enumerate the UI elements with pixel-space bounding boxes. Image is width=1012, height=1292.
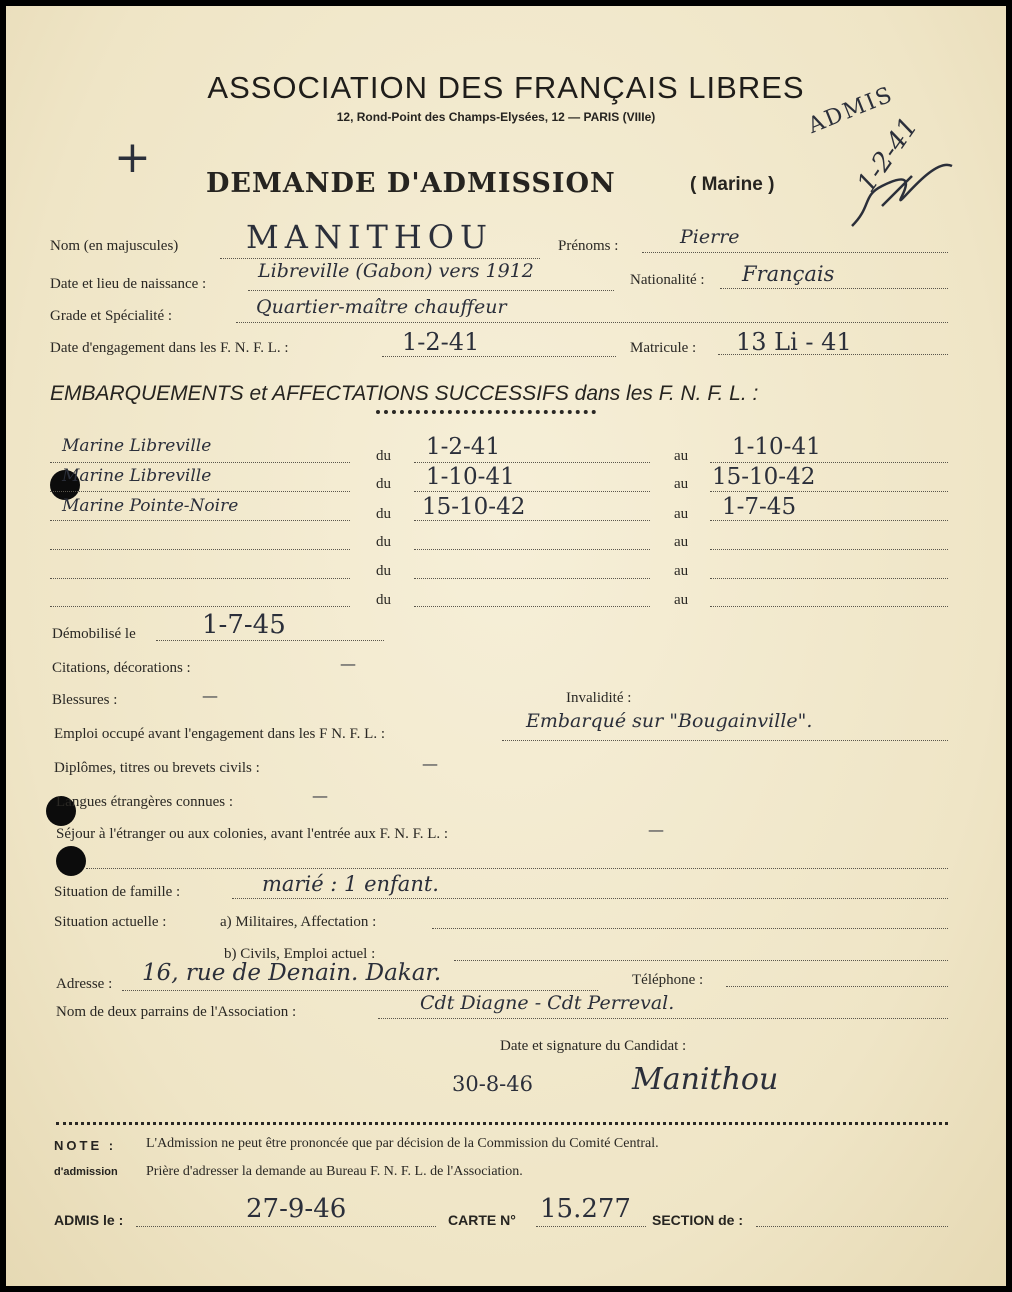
embarquement-place: Marine Libreville bbox=[62, 436, 212, 456]
adresse-value: 16, rue de Denain. Dakar. bbox=[142, 960, 442, 986]
prenoms-label: Prénoms : bbox=[558, 238, 619, 254]
embarquement-au: 1-7-45 bbox=[722, 494, 797, 520]
du-line bbox=[414, 578, 650, 579]
section-line bbox=[756, 1226, 948, 1227]
actuelle-label: Situation actuelle : bbox=[54, 914, 167, 930]
du-line bbox=[414, 520, 650, 521]
parrains-label: Nom de deux parrains de l'Association : bbox=[56, 1004, 297, 1020]
demobilise-line bbox=[156, 640, 384, 641]
nationalite-label: Nationalité : bbox=[630, 272, 705, 288]
admis-line bbox=[136, 1226, 436, 1227]
diplomes-label: Diplômes, titres ou brevets civils : bbox=[54, 760, 260, 776]
sejour-label: Séjour à l'étranger ou aux colonies, avant l'entrée aux F. N. F. L. : bbox=[56, 826, 449, 842]
grade-value: Quartier-maître chauffeur bbox=[256, 296, 507, 318]
langues-label: Langues étrangères connues : bbox=[56, 794, 234, 810]
au-label: au bbox=[674, 592, 689, 608]
militaires-label: a) Militaires, Affectation : bbox=[220, 914, 377, 930]
parrains-line bbox=[378, 1018, 948, 1019]
emploi-line bbox=[502, 740, 948, 741]
au-label: au bbox=[674, 476, 689, 492]
signature-label: Date et signature du Candidat : bbox=[500, 1038, 687, 1054]
engagement-line bbox=[382, 356, 616, 357]
prenoms-line bbox=[642, 252, 948, 253]
candidate-signature: Manithou bbox=[632, 1062, 779, 1097]
engagement-value: 1-2-41 bbox=[402, 328, 480, 356]
blessures-value: — bbox=[202, 686, 218, 705]
civils-label: b) Civils, Emploi actuel : bbox=[224, 946, 376, 962]
place-line bbox=[50, 578, 350, 579]
matricule-value: 13 Li - 41 bbox=[736, 328, 852, 356]
naissance-label: Date et lieu de naissance : bbox=[50, 276, 207, 292]
note-separator bbox=[56, 1122, 948, 1125]
organization-name: ASSOCIATION DES FRANÇAIS LIBRES bbox=[207, 70, 805, 105]
embarquement-au: 15-10-42 bbox=[712, 464, 816, 490]
grade-label: Grade et Spécialité : bbox=[50, 308, 173, 324]
au-line bbox=[710, 549, 948, 550]
form-title: DEMANDE D'ADMISSION bbox=[206, 168, 616, 199]
admis-label: ADMIS le : bbox=[54, 1212, 124, 1228]
du-label: du bbox=[376, 592, 391, 608]
organization-address: 12, Rond-Point des Champs-Elysées, 12 — PARIS (VIIIe) bbox=[336, 110, 656, 124]
blessures-label: Blessures : bbox=[52, 692, 118, 708]
place-line bbox=[50, 549, 350, 550]
admission-form-page bbox=[6, 6, 1006, 1286]
telephone-line bbox=[726, 986, 948, 987]
carte-line bbox=[536, 1226, 646, 1227]
matricule-line bbox=[718, 354, 948, 355]
au-label: au bbox=[674, 534, 689, 550]
form-subtitle: ( Marine ) bbox=[690, 174, 775, 195]
nom-label: Nom (en majuscules) bbox=[50, 238, 179, 254]
du-label: du bbox=[376, 506, 391, 522]
embarquements-heading: EMBARQUEMENTS et AFFECTATIONS SUCCESSIFS dans les F. N. F. L. : bbox=[50, 382, 759, 405]
emploi-value: Embarqué sur "Bougainville". bbox=[526, 710, 813, 732]
adresse-line bbox=[122, 990, 598, 991]
place-line bbox=[50, 462, 350, 463]
punch-hole bbox=[56, 846, 86, 876]
note-line1: L'Admission ne peut être prononcée que par décision de la Commission du Comité Central. bbox=[146, 1136, 659, 1151]
matricule-label: Matricule : bbox=[630, 340, 697, 356]
engagement-label: Date d'engagement dans les F. N. F. L. : bbox=[50, 340, 289, 356]
du-label: du bbox=[376, 563, 391, 579]
place-line bbox=[50, 520, 350, 521]
margin-cross-mark: + bbox=[114, 132, 151, 183]
embarquement-du: 15-10-42 bbox=[422, 494, 526, 520]
au-line bbox=[710, 491, 948, 492]
grade-line bbox=[236, 322, 948, 323]
note-label: NOTE : bbox=[54, 1138, 117, 1153]
militaires-line bbox=[432, 928, 948, 929]
civils-line bbox=[454, 960, 948, 961]
au-line bbox=[710, 520, 948, 521]
carte-value: 15.277 bbox=[540, 1194, 631, 1224]
embarquement-au: 1-10-41 bbox=[732, 434, 821, 460]
telephone-label: Téléphone : bbox=[632, 972, 704, 988]
naissance-line bbox=[248, 290, 614, 291]
nationalite-value: Français bbox=[742, 262, 835, 286]
nom-value: MANITHOU bbox=[246, 218, 493, 256]
famille-label: Situation de famille : bbox=[54, 884, 181, 900]
au-label: au bbox=[674, 448, 689, 464]
citations-label: Citations, décorations : bbox=[52, 660, 191, 676]
emploi-label: Emploi occupé avant l'engagement dans les F N. F. L. : bbox=[54, 726, 386, 742]
nationalite-line bbox=[720, 288, 948, 289]
heading-dotted-rule bbox=[376, 410, 596, 414]
note-sublabel: d'admission bbox=[54, 1166, 118, 1178]
nom-line bbox=[220, 258, 540, 259]
du-line bbox=[414, 462, 650, 463]
embarquement-place: Marine Libreville bbox=[62, 466, 212, 486]
du-line bbox=[414, 606, 650, 607]
sejour-value: — bbox=[648, 820, 664, 839]
demobilise-label: Démobilisé le bbox=[52, 626, 136, 642]
embarquement-place: Marine Pointe-Noire bbox=[62, 496, 239, 516]
parrains-value: Cdt Diagne - Cdt Perreval. bbox=[420, 992, 675, 1014]
citations-value: — bbox=[340, 654, 356, 673]
admis-value: 27-9-46 bbox=[246, 1194, 347, 1224]
embarquement-du: 1-2-41 bbox=[426, 434, 501, 460]
au-label: au bbox=[674, 563, 689, 579]
blank-line bbox=[86, 868, 948, 869]
du-label: du bbox=[376, 476, 391, 492]
naissance-value: Libreville (Gabon) vers 1912 bbox=[258, 260, 534, 282]
signature-date: 30-8-46 bbox=[452, 1072, 533, 1096]
embarquement-du: 1-10-41 bbox=[426, 464, 515, 490]
du-label: du bbox=[376, 448, 391, 464]
famille-value: marié : 1 enfant. bbox=[262, 872, 439, 896]
note-line2: Prière d'adresser la demande au Bureau F. N. F. L. de l'Association. bbox=[146, 1164, 523, 1179]
diplomes-value: — bbox=[422, 754, 438, 773]
place-line bbox=[50, 606, 350, 607]
invalidite-label: Invalidité : bbox=[566, 690, 632, 706]
du-line bbox=[414, 549, 650, 550]
carte-label: CARTE N° bbox=[448, 1212, 516, 1228]
famille-line bbox=[232, 898, 948, 899]
demobilise-value: 1-7-45 bbox=[202, 610, 286, 640]
au-line bbox=[710, 578, 948, 579]
au-label: au bbox=[674, 506, 689, 522]
stamp-signature-scribble bbox=[842, 146, 972, 236]
prenoms-value: Pierre bbox=[680, 226, 740, 248]
stamp-admis: ADMIS bbox=[804, 82, 898, 139]
du-label: du bbox=[376, 534, 391, 550]
du-line bbox=[414, 491, 650, 492]
place-line bbox=[50, 491, 350, 492]
au-line bbox=[710, 606, 948, 607]
adresse-label: Adresse : bbox=[56, 976, 113, 992]
au-line bbox=[710, 462, 948, 463]
section-label: SECTION de : bbox=[652, 1212, 744, 1228]
langues-value: — bbox=[312, 786, 328, 805]
stamp-date: 1-2-41 bbox=[851, 112, 925, 198]
